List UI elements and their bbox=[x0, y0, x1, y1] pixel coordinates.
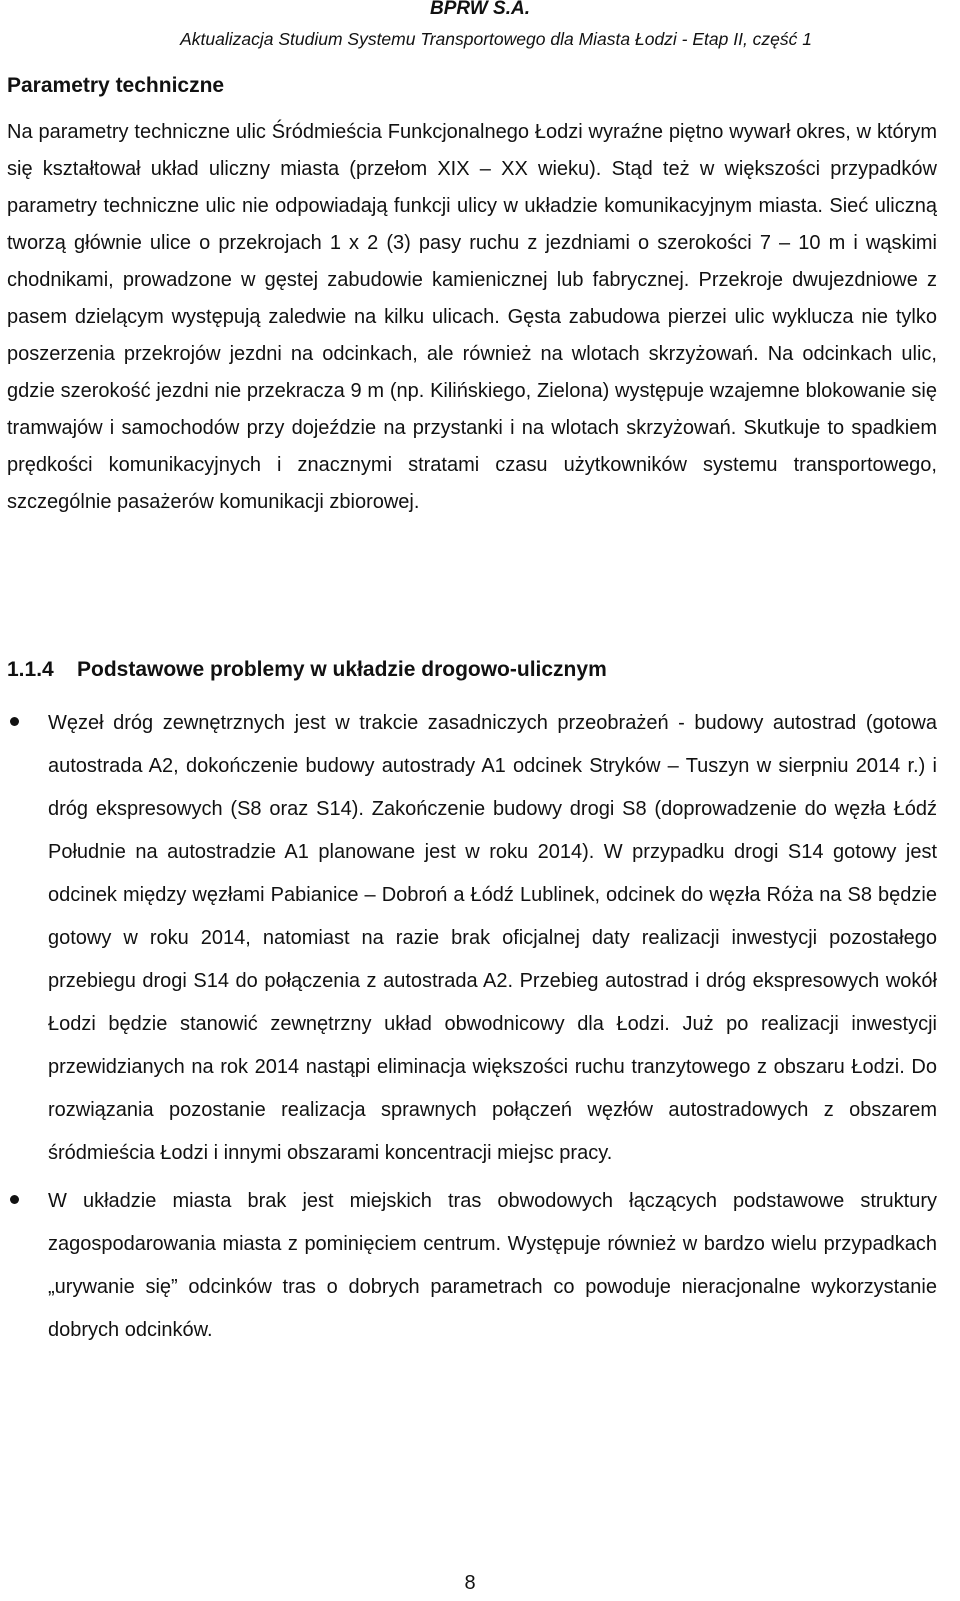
bullet-item bbox=[0, 702, 937, 1175]
header-company: BPRW S.A. bbox=[430, 0, 530, 19]
subsection-heading bbox=[7, 656, 607, 684]
bullet-item bbox=[0, 1180, 937, 1352]
subsection-title: Podstawowe problemy w układzie drogowo-ulicznym bbox=[77, 658, 607, 681]
bullet-icon bbox=[10, 1195, 19, 1204]
page-number: 8 bbox=[464, 1572, 476, 1594]
bullet-list bbox=[0, 702, 960, 1357]
section-heading: Parametry techniczne bbox=[7, 74, 225, 97]
subsection-number: 1.1.4 bbox=[7, 658, 54, 681]
page-header bbox=[0, 0, 960, 56]
bullet-icon bbox=[10, 717, 19, 726]
section-paragraph: Na parametry techniczne ulic Śródmieścia Funkcjonalnego Łodzi wyraźne piętno wywarł okres, w którym się kształtował układ uliczny miasta (przełom XIX – XX wieku). Stąd też w większości przypadków parametry techniczne ulic nie odpowiadają funkcji ulicy w układzie komunikacyjnym miasta. Sieć uliczną tworzą głównie ulice o przekrojach 1 x 2 (3) pasy ruchu z jezdniami o szerokości 7 – 10 m i wąskimi chodnikami, prowadzone w gęstej zabudowie kamienicznej lub fabrycznej. Przekroje dwujezdniowe z pasem dzielącym występują zaledwie na kilku ulicach. Gęsta zabudowa pierzei ulic wyklucza nie tylko poszerzenia przekrojów jezdni na odcinkach, ale również na wlotach skrzyżowań. Na odcinkach ulic, gdzie szerokość jezdni nie przekracza 9 m (np. Kilińskiego, Zielona) występuje wzajemne blokowanie się tramwajów i samochodów przy dojeździe na przystanki i na wlotach skrzyżowań. Skutkuje to spadkiem prędkości komunikacyjnych i znacznymi stratami czasu użytkowników systemu transportowego, szczególnie pasażerów komunikacji zbiorowej. bbox=[7, 121, 937, 513]
header-subtitle: Aktualizacja Studium Systemu Transportowego dla Miasta Łodzi - Etap II, część 1 bbox=[180, 29, 812, 49]
bullet-text: W układzie miasta brak jest miejskich tras obwodowych łączących podstawowe struktury zagospodarowania miasta z pominięciem centrum. Występuje również w bardzo wielu przypadkach „urywanie się” odcinków tras o dobrych parametrach co powoduje nieracjonalne wykorzystanie dobrych odcinków. bbox=[48, 1190, 937, 1341]
bullet-text: Węzeł dróg zewnętrznych jest w trakcie zasadniczych przeobrażeń - budowy autostrad (gotowa autostrada A2, dokończenie budowy autostrady A1 odcinek Stryków – Tuszyn w sierpniu 2014 r.) i dróg ekspresowych (S8 oraz S14). Zakończenie budowy drogi S8 (doprowadzenie do węzła Łódź Południe na autostradzie A1 planowane jest w roku 2014). W przypadku drogi S14 gotowy jest odcinek między węzłami Pabianice – Dobroń a Łódź Lublinek, odcinek do węzła Róża na S8 będzie gotowy w roku 2014, natomiast na razie brak oficjalnej daty realizacji inwestycji pozostałego przebiegu drogi S14 do połączenia z autostrada A2. Przebieg autostrad i dróg ekspresowych wokół Łodzi będzie stanowić zewnętrzny układ obwodnicowy dla Łodzi. Już po realizacji inwestycji przewidzianych na rok 2014 nastąpi eliminacja większości ruchu tranzytowego z obszaru Łodzi. Do rozwiązania pozostanie realizacja sprawnych połączeń węzłów autostradowych z obszarem śródmieścia Łodzi i innymi obszarami koncentracji miejsc pracy. bbox=[48, 712, 937, 1164]
